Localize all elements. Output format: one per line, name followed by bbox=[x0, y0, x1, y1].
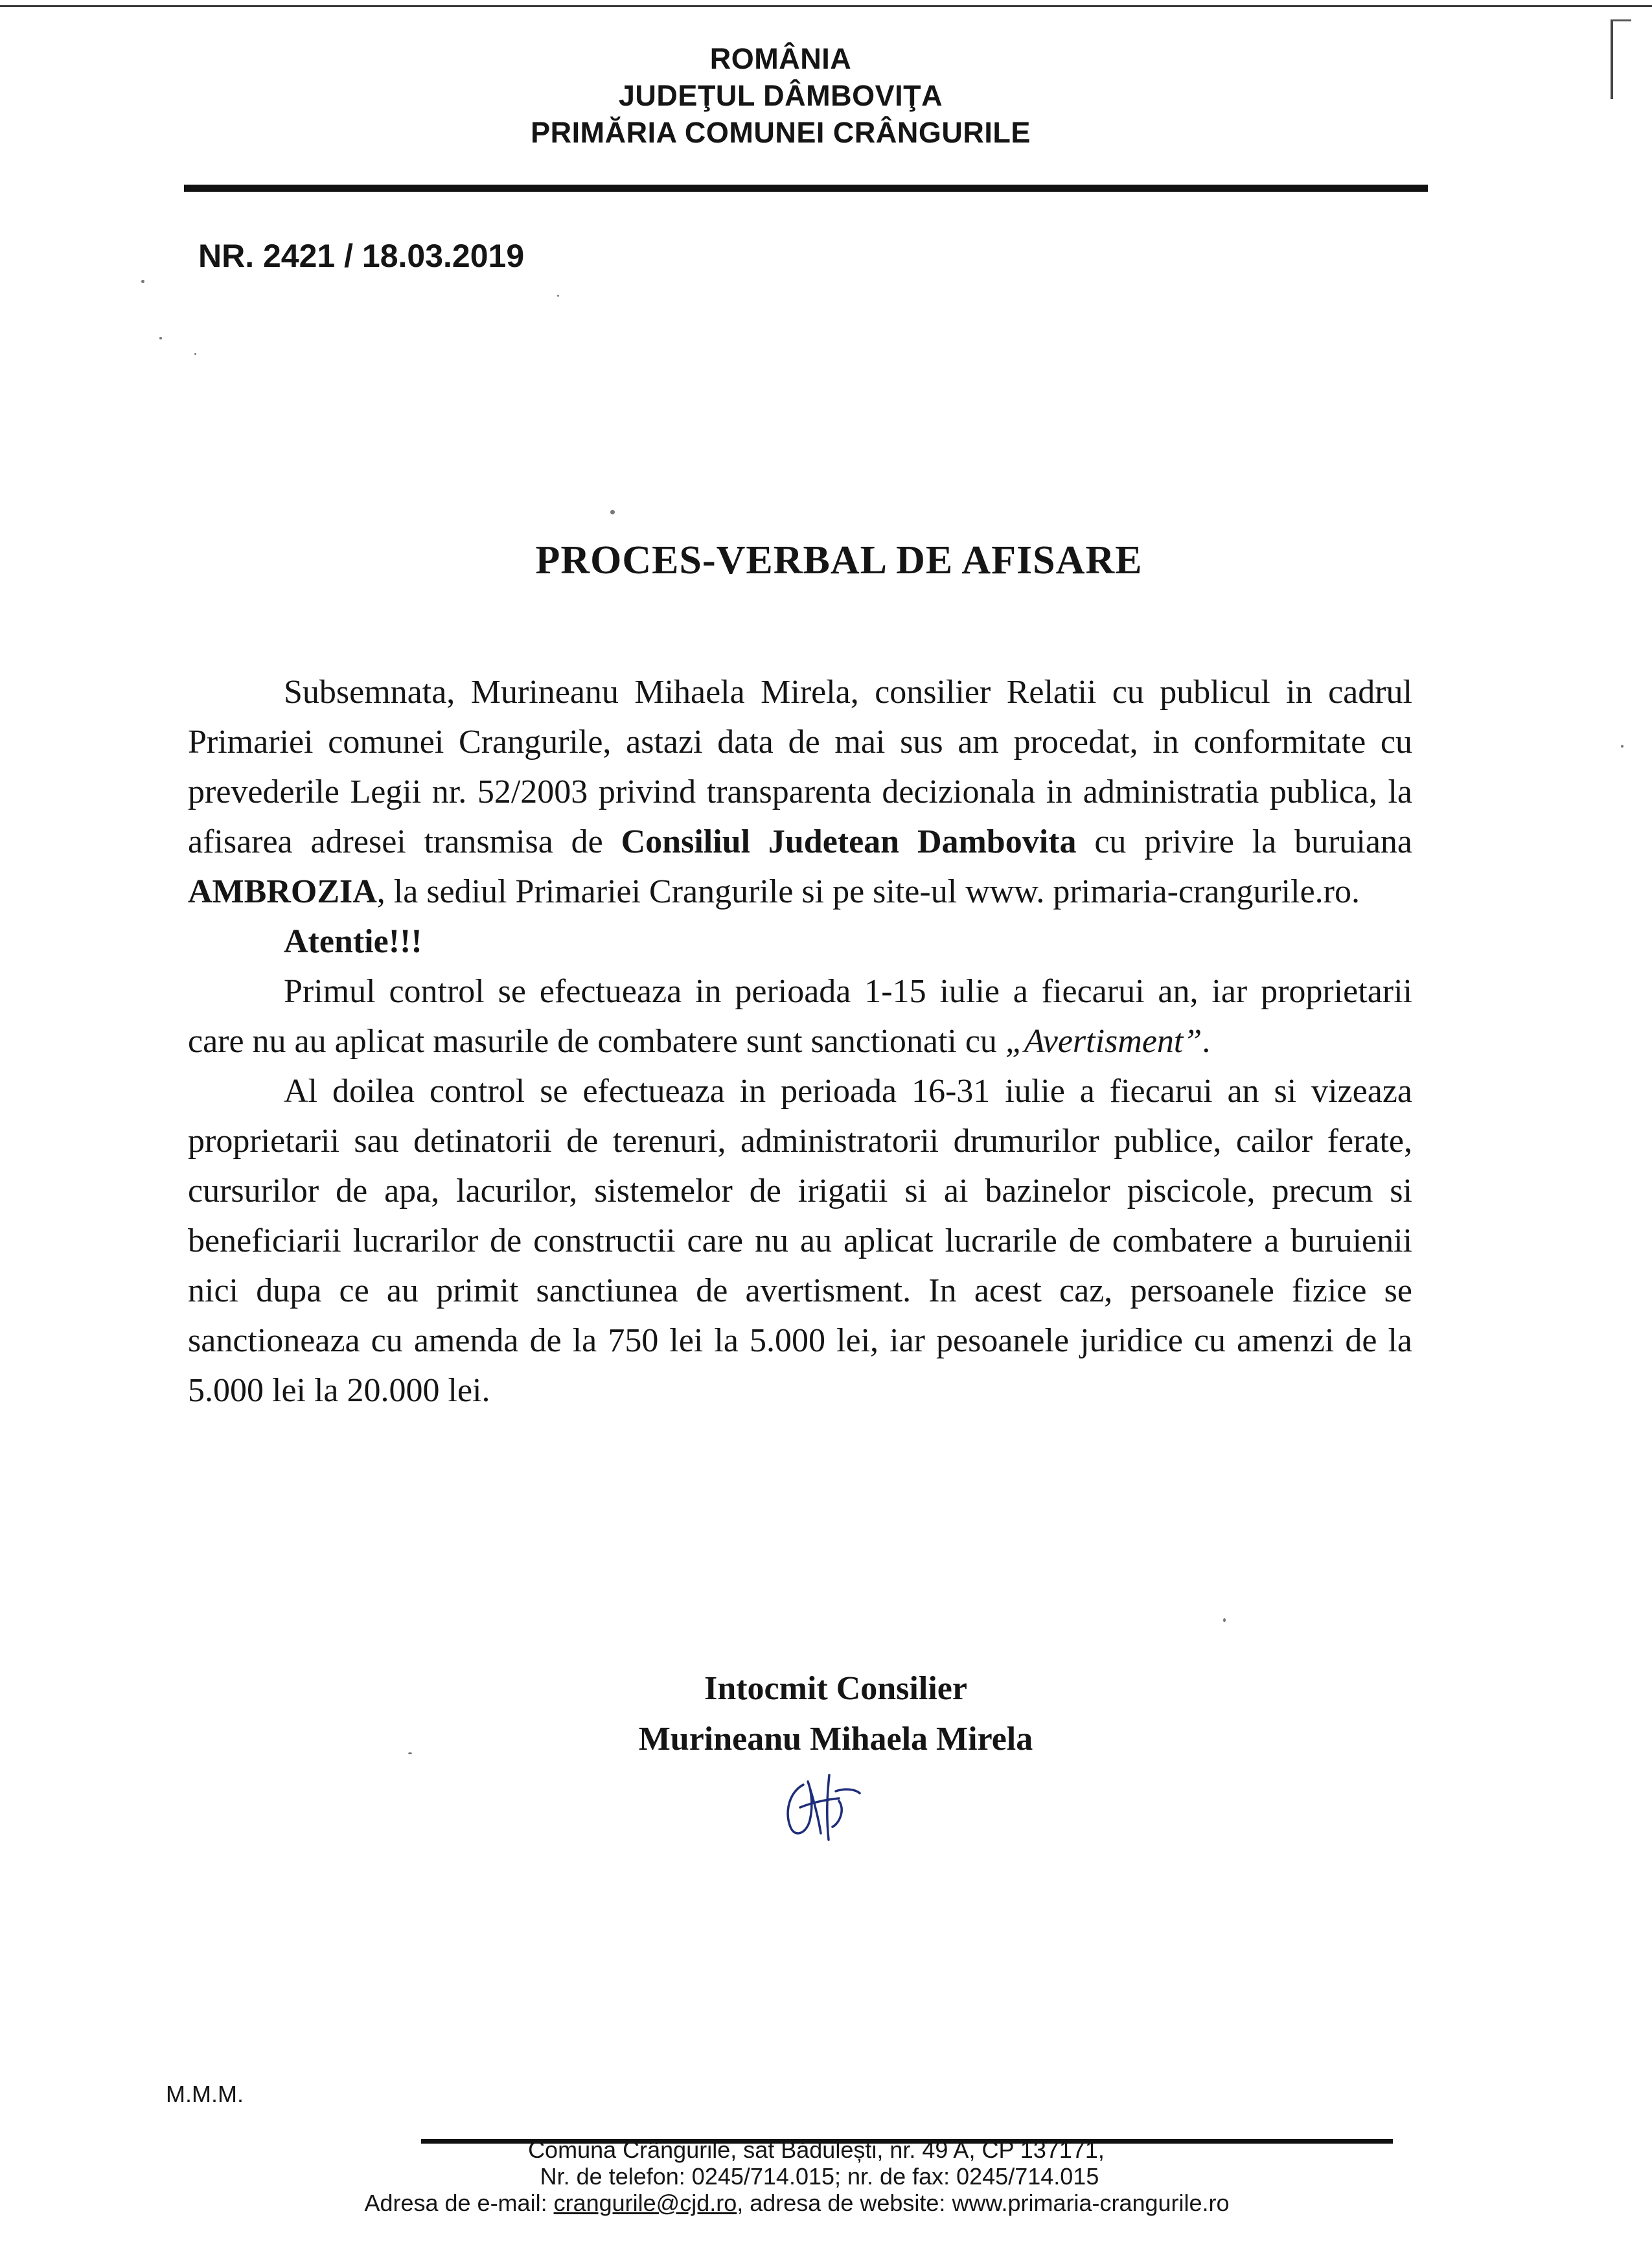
scan-speck bbox=[408, 1752, 412, 1754]
scan-speck bbox=[610, 510, 615, 514]
signature-block bbox=[609, 1664, 1062, 1765]
footer-phone: Nr. de telefon: 0245/714.015; nr. de fax: 0245/714.015 bbox=[540, 2163, 1099, 2190]
scan-speck bbox=[1621, 745, 1623, 748]
scan-speck bbox=[194, 353, 196, 355]
footer-contact bbox=[246, 2136, 1348, 2216]
scan-speck bbox=[1223, 1618, 1226, 1622]
footer-address: Comuna Crângurile, sat Bădulești, nr. 49 A, CP 137171, bbox=[528, 2136, 1105, 2163]
letterhead-institution: PRIMĂRIA COMUNEI CRÂNGURILE bbox=[531, 116, 1031, 149]
letterhead-county: JUDEŢUL DÂMBOVIŢA bbox=[618, 79, 943, 112]
paragraph-text: Subsemnata, Murineanu Mihaela Mirela, consilier Relatii cu publicul in cadrul Primariei comunei Crangurile, astazi data de mai sus am procedat, in conformitate cu prevederile Legii nr. 52/2003 privind transparenta decizionala in administratia publica, la afisarea adresei transmisa de bbox=[188, 674, 1412, 860]
signatory-role: Intocmit Consilier bbox=[704, 1670, 967, 1707]
document-body bbox=[188, 667, 1412, 1415]
bold-institution: Consiliul Judetean Dambovita bbox=[621, 823, 1077, 860]
paragraph-text: Primul control se efectueaza in perioada 1-15 iulie a fiecarui an, iar proprietarii care nu au aplicat masurile de combatere sunt sanctionati cu bbox=[188, 973, 1412, 1060]
document-title bbox=[0, 538, 1652, 584]
document-number: NR. 2421 / 18.03.2019 bbox=[198, 238, 525, 274]
paragraph-first-control bbox=[188, 967, 1412, 1066]
email-label: Adresa de e-mail: bbox=[364, 2190, 554, 2216]
footer-email-website bbox=[246, 2190, 1348, 2216]
bold-plant-name: AMBROZIA bbox=[188, 873, 377, 910]
scan-speck bbox=[557, 295, 559, 297]
handwritten-signature-icon bbox=[774, 1762, 865, 1846]
paragraph-second-control: Al doilea control se efectueaza in perioada 16-31 iulie a fiecarui an si vizeaza proprietarii sau detinatorii de terenuri, administratorii drumurilor publice, cailor ferate, cursurilor de apa, lacurilor, sistemelor de irigatii si ai bazinelor piscicole, precum si beneficiarii lucrarilor de constructii care nu au aplicat lucrarile de combatere a buruienii nici dupa ce au primit sanctiunea de avertisment. In acest caz, persoanele fizice se sanctioneaza cu amenda de la 750 lei la 5.000 lei, iar pesoanele juridice cu amenzi de la 5.000 lei la 20.000 lei. bbox=[188, 1073, 1412, 1409]
italic-warning: „Avertisment” bbox=[1005, 1023, 1202, 1060]
scan-speck bbox=[141, 280, 144, 283]
header-divider bbox=[184, 185, 1428, 192]
author-initials: M.M.M. bbox=[166, 2081, 244, 2107]
paragraph-announcement bbox=[188, 667, 1412, 917]
signatory-name: Murineanu Mihaela Mirela bbox=[638, 1721, 1033, 1758]
letterhead-country: ROMÂNIA bbox=[709, 42, 852, 75]
paragraph-text: cu privire la buruiana bbox=[1076, 823, 1412, 860]
website-label: , adresa de website: bbox=[737, 2190, 952, 2216]
email-link[interactable]: crangurile@cjd.ro bbox=[553, 2190, 737, 2216]
scan-edge-line bbox=[0, 5, 1652, 7]
attention-heading: Atentie!!! bbox=[284, 923, 422, 960]
paragraph-text: . bbox=[1202, 1023, 1211, 1060]
paragraph-text: , la sediul Primariei Crangurile si pe site-ul www. primaria-crangurile.ro. bbox=[376, 873, 1360, 910]
scan-speck bbox=[159, 337, 162, 339]
website-link[interactable]: www.primaria-crangurile.ro bbox=[952, 2190, 1230, 2216]
letterhead bbox=[0, 40, 1652, 151]
document-title-text: PROCES-VERBAL DE AFISARE bbox=[535, 538, 1143, 582]
